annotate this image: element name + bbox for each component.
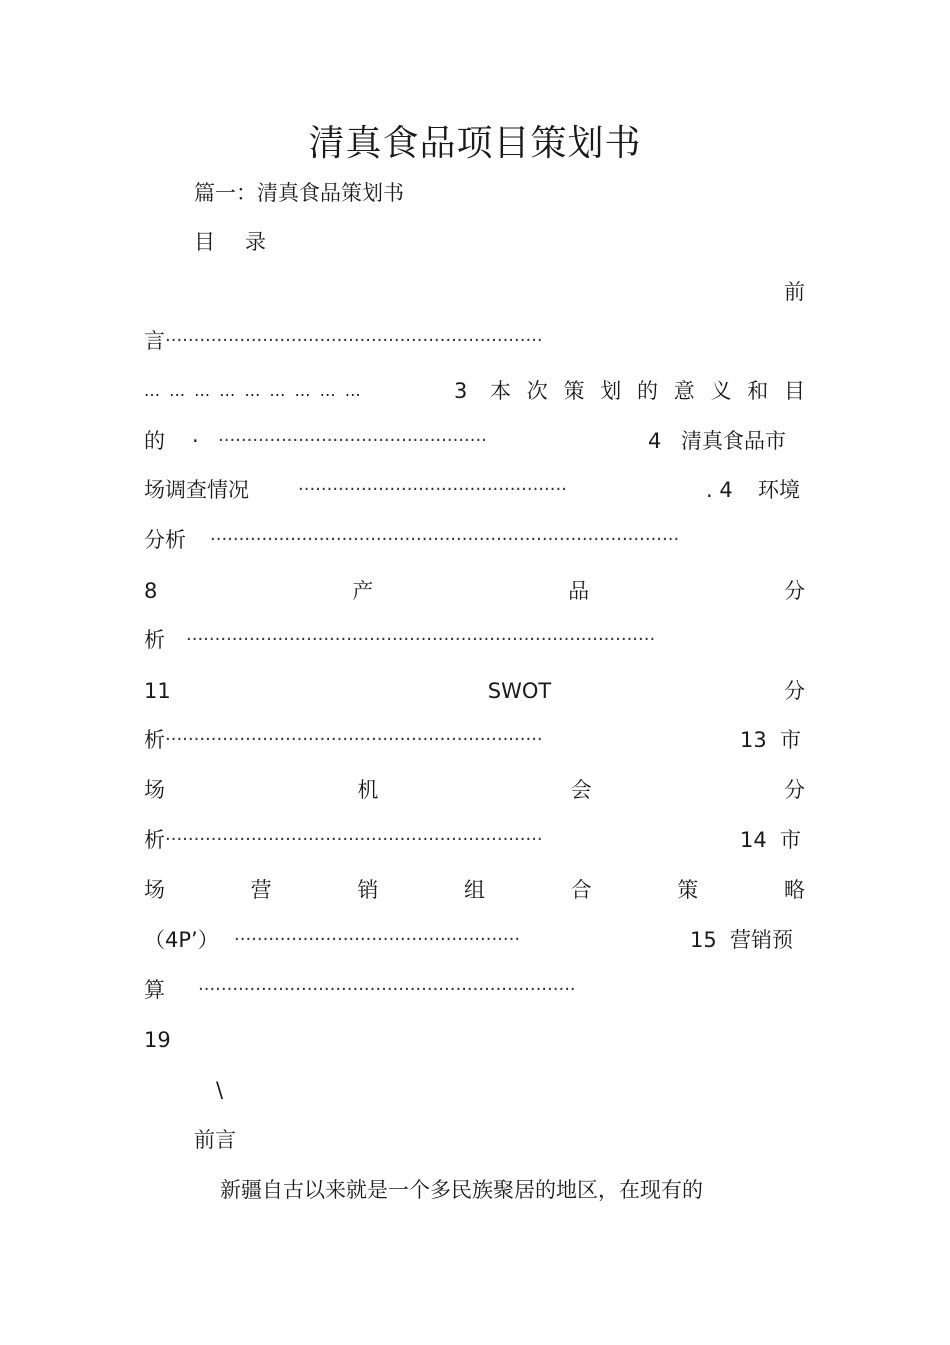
toc-entry-words [490,373,805,409]
toc-line-10 [144,722,805,758]
toc-line-13 [144,872,805,908]
toc-leader-dots: ·································································· [165,330,543,351]
toc-word: 场 [144,878,165,902]
toc-line-3 [144,373,805,409]
backslash-mark: \ [216,1078,224,1102]
toc-line-1 [144,274,805,310]
toc-entry-text: 分析 [144,528,186,552]
toc-word: 的 [637,379,658,403]
toc-line-5 [144,472,805,508]
toc-page-number: 3 [454,379,468,403]
toc-word: 分 [783,679,805,703]
toc-word: 策 [677,878,699,902]
toc-entry-text: 析 [144,828,165,852]
toc-word: 本 [490,379,511,403]
toc-page-number: 11 [144,679,171,703]
toc-bullet: · [192,429,199,453]
toc-entry-text: 环境 [758,478,800,502]
toc-leader-dots: ·················································· [234,929,521,950]
toc-line-8 [144,622,805,658]
toc-entry-text: 析 [144,728,165,752]
toc-line-2 [144,323,805,359]
toc-line-7 [144,573,805,609]
toc-page-number: 19 [144,1028,171,1052]
toc-page-number: . 4 [706,478,733,502]
toc-heading-right: 录 [245,230,266,254]
toc-line-12 [144,822,805,858]
toc-entry-text: 前 [784,280,805,304]
preface-heading: 前言 [194,1128,236,1152]
toc-leader-dots: ·································································· [165,829,543,850]
toc-word: 会 [570,778,592,802]
toc-line-15 [144,972,805,1008]
toc-word: 和 [747,379,769,403]
toc-leader-dots: ·················································································· [186,629,656,650]
toc-word: 次 [526,379,548,403]
toc-leader-dots: ··············································· [218,430,487,451]
toc-leader-dots: ··············································· [298,479,567,500]
toc-word: 策 [563,379,585,403]
document-subtitle: 篇一：清真食品策划书 [194,181,404,205]
toc-word: 合 [570,878,592,902]
toc-word: 分 [784,579,805,603]
toc-line-6 [144,522,805,558]
toc-entry-text: 市 [780,728,801,752]
toc-entry-text: 言 [144,329,165,353]
toc-word: 划 [600,379,622,403]
preface-paragraph: 新疆自古以来就是一个多民族聚居的地区，在现有的 [220,1178,703,1202]
toc-page-number: 13 [740,728,767,752]
toc-word: 销 [357,878,379,902]
toc-line-14 [144,922,805,958]
toc-word: 组 [463,878,485,902]
toc-entry-text: 场调查情况 [144,478,249,502]
toc-line-4 [144,423,805,459]
toc-leader-dots: ·································································· [165,729,543,750]
toc-entry-text: 清真食品市 [681,429,786,453]
document-title: 清真食品项目策划书 [308,123,642,164]
toc-heading [194,224,855,260]
toc-leader-dots: ·················································································· [210,529,680,550]
toc-entry-text: 的 [144,429,165,453]
toc-line-11 [144,772,805,808]
toc-word: 分 [783,778,805,802]
toc-line-16 [144,1022,805,1058]
toc-line-9 [144,673,805,709]
toc-entry-text: 析 [144,628,165,652]
toc-word: SWOT [487,679,552,703]
toc-word: 目 [784,379,805,403]
toc-word: 略 [783,878,805,902]
toc-word: 机 [357,778,379,802]
toc-word: 场 [144,778,165,802]
toc-leader-ellipsis: … … … … … … … … … [144,381,363,400]
toc-word: 产 [352,579,374,603]
toc-page-number: 8 [144,579,158,603]
toc-word: 营 [250,878,272,902]
toc-entry-text: 市 [780,828,801,852]
toc-leader-dots: ·································································· [198,979,576,1000]
toc-entry-text: （4P’） [144,928,219,952]
toc-entry-text: 营销预 [730,928,793,952]
toc-word: 义 [710,379,732,403]
toc-page-number: 4 [648,429,662,453]
toc-page-number: 14 [740,828,767,852]
toc-heading-left: 目 [194,230,215,254]
toc-entry-text: 算 [144,978,165,1002]
toc-word: 意 [673,379,695,403]
toc-word: 品 [568,579,590,603]
toc-page-number: 15 [690,928,717,952]
